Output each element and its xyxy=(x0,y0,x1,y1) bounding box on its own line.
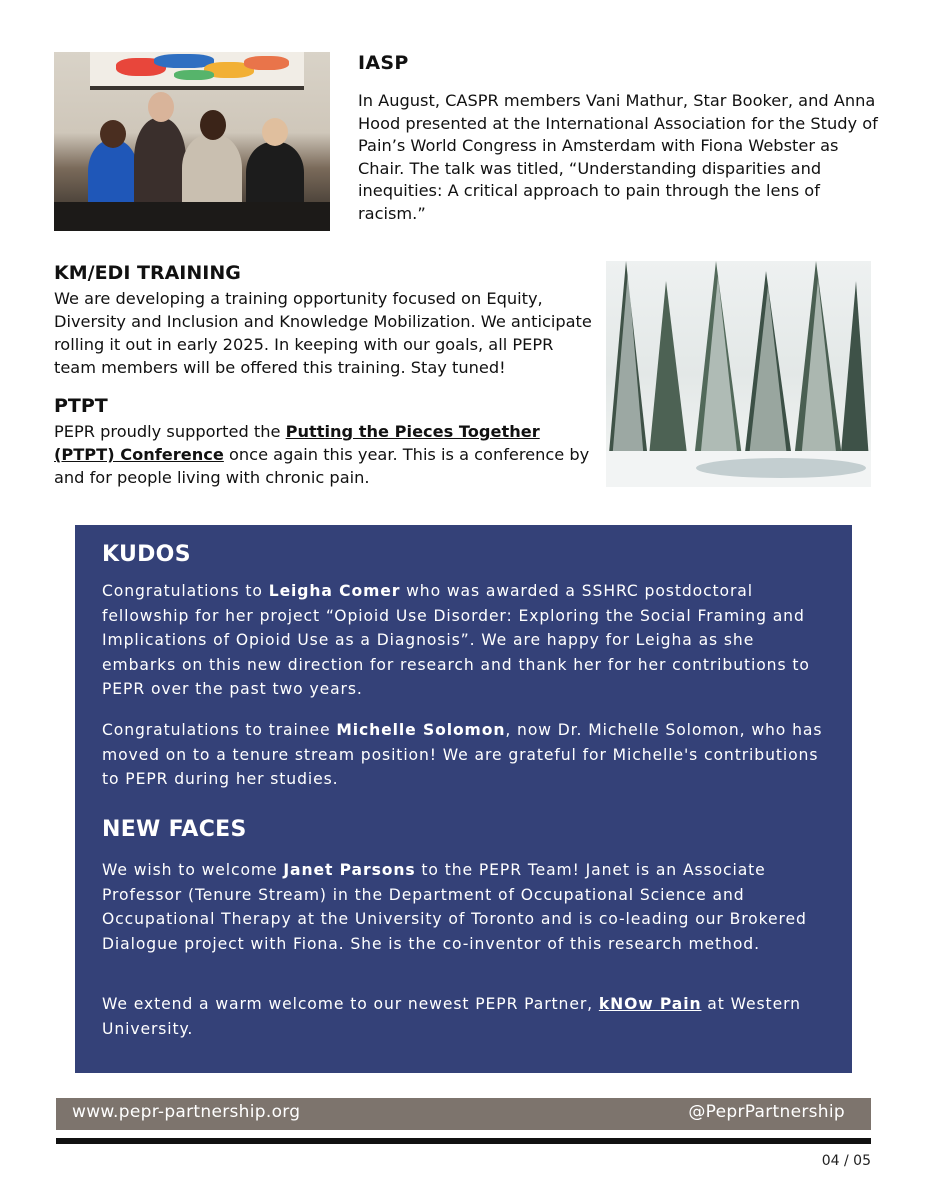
new-faces-paragraph-2 xyxy=(102,992,827,1041)
kudos-panel xyxy=(75,525,852,1073)
ptpt-text-start: PEPR proudly supported the xyxy=(54,422,286,441)
panel-table xyxy=(54,202,330,231)
new-faces-p2-end: at Western University. xyxy=(102,995,801,1038)
kudos-p1-start: Congratulations to xyxy=(102,582,269,600)
new-faces-paragraph-1 xyxy=(102,858,827,956)
know-pain-link[interactable]: kNOw Pain xyxy=(598,995,702,1013)
iasp-conference-photo xyxy=(54,52,330,231)
social-handle-link[interactable]: @PeprPartnership xyxy=(688,1102,845,1122)
ptpt-heading: PTPT xyxy=(54,395,108,417)
ptpt-text-end: once again this year. This is a conference by and for people living with chronic pain. xyxy=(54,445,590,487)
kudos-paragraph-2 xyxy=(102,718,827,792)
iasp-paragraph: In August, CASPR members Vani Mathur, Star Booker, and Anna Hood presented at the International Association for the Study of Pain’s World Congress in Amsterdam with Fiona Webster as Chair. The talk was titled, “Understanding disparities and inequities: A critical approach to pain through the lens of racism.” xyxy=(358,91,878,223)
km-edi-heading: KM/EDI TRAINING xyxy=(54,262,241,284)
km-edi-paragraph: We are developing a training opportunity focused on Equity, Diversity and Inclusion and Knowledge Mobilization. We anticipate rolling it out in early 2025. In keeping with our goals, all PEPR team members will be offered this training. Stay tuned! xyxy=(54,289,592,377)
kudos-p1-end: who was awarded a SSHRC postdoctoral fellowship for her project “Opioid Use Disorder: Exploring the Social Framing and Implications of Opioid Use as a Diagnosis”. We are happy for Leigha as she embarks on this new direction for research and thank her for her contributions to PEPR over the past two years. xyxy=(102,582,810,698)
new-faces-name-janet: Janet Parsons xyxy=(283,861,416,879)
footer-bar xyxy=(56,1098,871,1130)
new-faces-p1-end: to the PEPR Team! Janet is an Associate Professor (Tenure Stream) in the Department of Occupational Science and Occupational Therapy at the University of Toronto and is co-leading our Brokered Dialogue project with Fiona. She is the co-inventor of this research method. xyxy=(102,861,807,953)
page-number: 04 / 05 xyxy=(821,1153,871,1169)
iasp-heading: IASP xyxy=(358,52,409,74)
kudos-heading: KUDOS xyxy=(102,542,191,567)
kudos-name-michelle: Michelle Solomon xyxy=(336,721,506,739)
new-faces-p1-start: We wish to welcome xyxy=(102,861,284,879)
kudos-paragraph-1 xyxy=(102,579,827,702)
kudos-p2-end: , now Dr. Michelle Solomon, who has moved on to a tenure stream position! We are grateful for Michelle's contributions to PEPR during her studies. xyxy=(102,721,823,788)
new-faces-heading: NEW FACES xyxy=(102,817,247,842)
kudos-p2-start: Congratulations to trainee xyxy=(102,721,337,739)
winter-forest-photo xyxy=(606,261,871,487)
snowy-trees-illustration xyxy=(606,261,871,487)
kudos-name-leigha: Leigha Comer xyxy=(268,582,401,600)
ptpt-conference-link[interactable]: Putting the Pieces Together (PTPT) Conference xyxy=(54,422,540,464)
new-faces-p2-start: We extend a warm welcome to our newest PEPR Partner, xyxy=(102,995,599,1013)
footer-divider xyxy=(56,1138,871,1144)
website-link[interactable]: www.pepr-partnership.org xyxy=(72,1102,301,1122)
ptpt-paragraph xyxy=(54,420,594,489)
